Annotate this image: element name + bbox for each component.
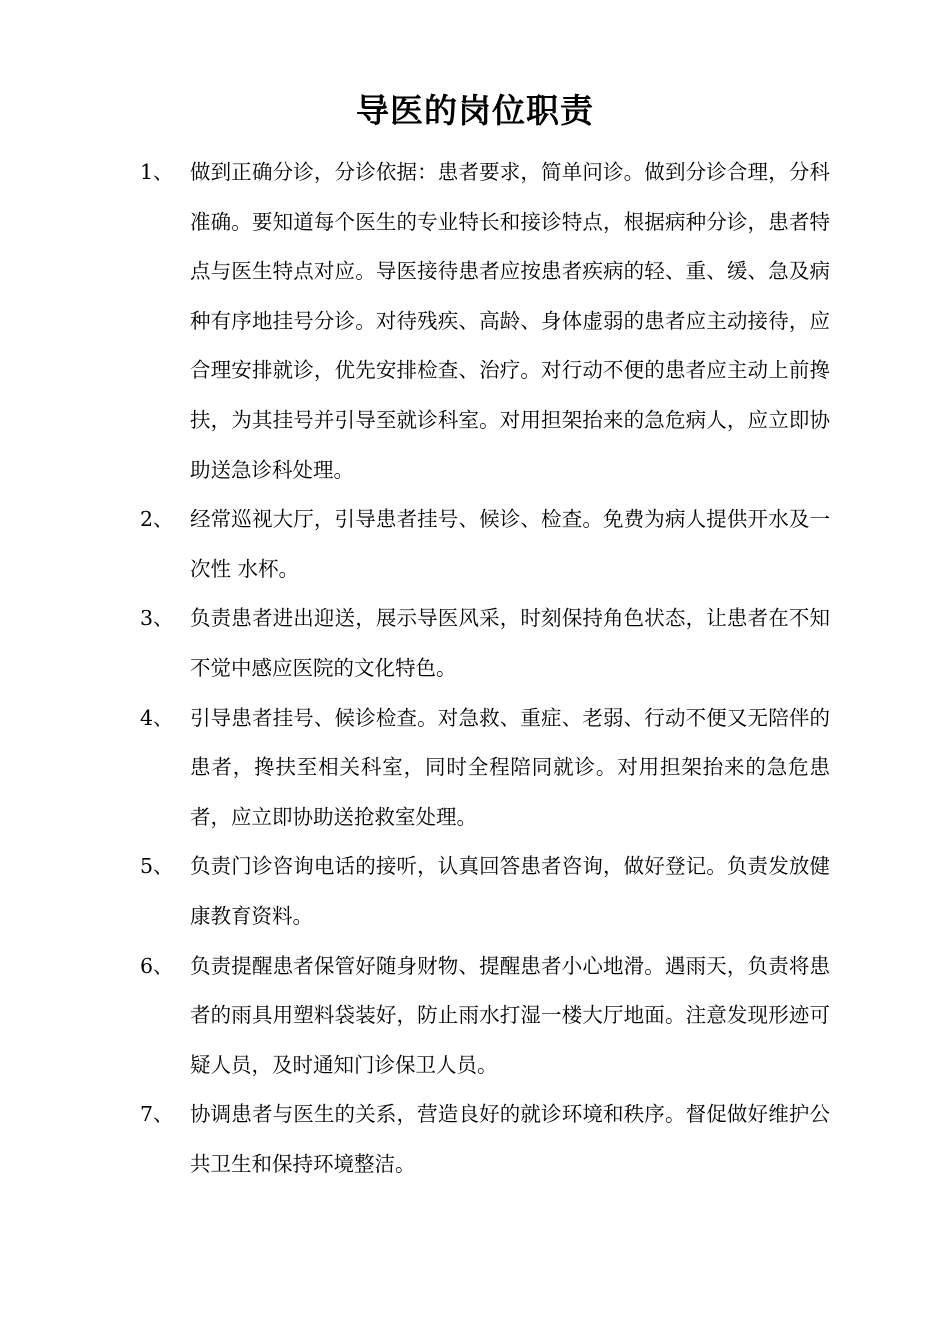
item-text: 协调患者与医生的关系，营造良好的就诊环境和秩序。督促做好维护公共卫生和保持环境整洁。 [190, 1102, 830, 1176]
item-number: 6、 [140, 953, 174, 978]
item-text: 负责患者进出迎送，展示导医风采，时刻保持角色状态，让患者在不知不觉中感应医院的文化特色。 [190, 606, 830, 680]
item-text: 引导患者挂号、候诊检查。对急救、重症、老弱、行动不便又无陪伴的患者，搀扶至相关科室，同时全程陪同就诊。对用担架抬来的急危患者，应立即协助送抢救室处理。 [190, 705, 830, 829]
item-number: 4、 [140, 705, 174, 730]
list-item [140, 1090, 830, 1189]
list-item [140, 594, 830, 693]
item-number: 3、 [140, 606, 174, 631]
page-title: 导医的岗位职责 [356, 91, 594, 130]
item-text: 负责提醒患者保管好随身财物、提醒患者小心地滑。遇雨天，负责将患者的雨具用塑料袋装好，防止雨水打湿一楼大厅地面。注意发现形迹可疑人员，及时通知门诊保卫人员。 [190, 953, 830, 1077]
item-number: 5、 [140, 854, 174, 879]
item-text: 负责门诊咨询电话的接听，认真回答患者咨询，做好登记。负责发放健康教育资料。 [190, 854, 830, 928]
list-item [140, 148, 830, 495]
item-number: 1、 [140, 160, 174, 184]
item-number: 7、 [140, 1102, 174, 1127]
duty-list [140, 148, 830, 1189]
list-item [140, 694, 830, 843]
item-text: 经常巡视大厅，引导患者挂号、候诊、检查。免费为病人提供开水及一次性 水杯。 [190, 507, 830, 581]
list-item [140, 942, 830, 1091]
list-item [140, 842, 830, 941]
item-text: 做到正确分诊，分诊依据：患者要求，简单问诊。做到分诊合理，分科准确。要知道每个医生的专业特长和接诊特点，根据病种分诊，患者特点与医生特点对应。导医接待患者应按患者疾病的轻、重、缓、急及病种有序地挂号分诊。对待残疾、高龄、身体虚弱的患者应主动接待，应合理安排就诊，优先安排检查、治疗。对行动不便的患者应主动上前搀扶，为其挂号并引导至就诊科室。对用担架抬来的急危病人，应立即协助送急诊科处理。 [190, 160, 830, 482]
list-item [140, 495, 830, 594]
item-number: 2、 [140, 507, 174, 532]
